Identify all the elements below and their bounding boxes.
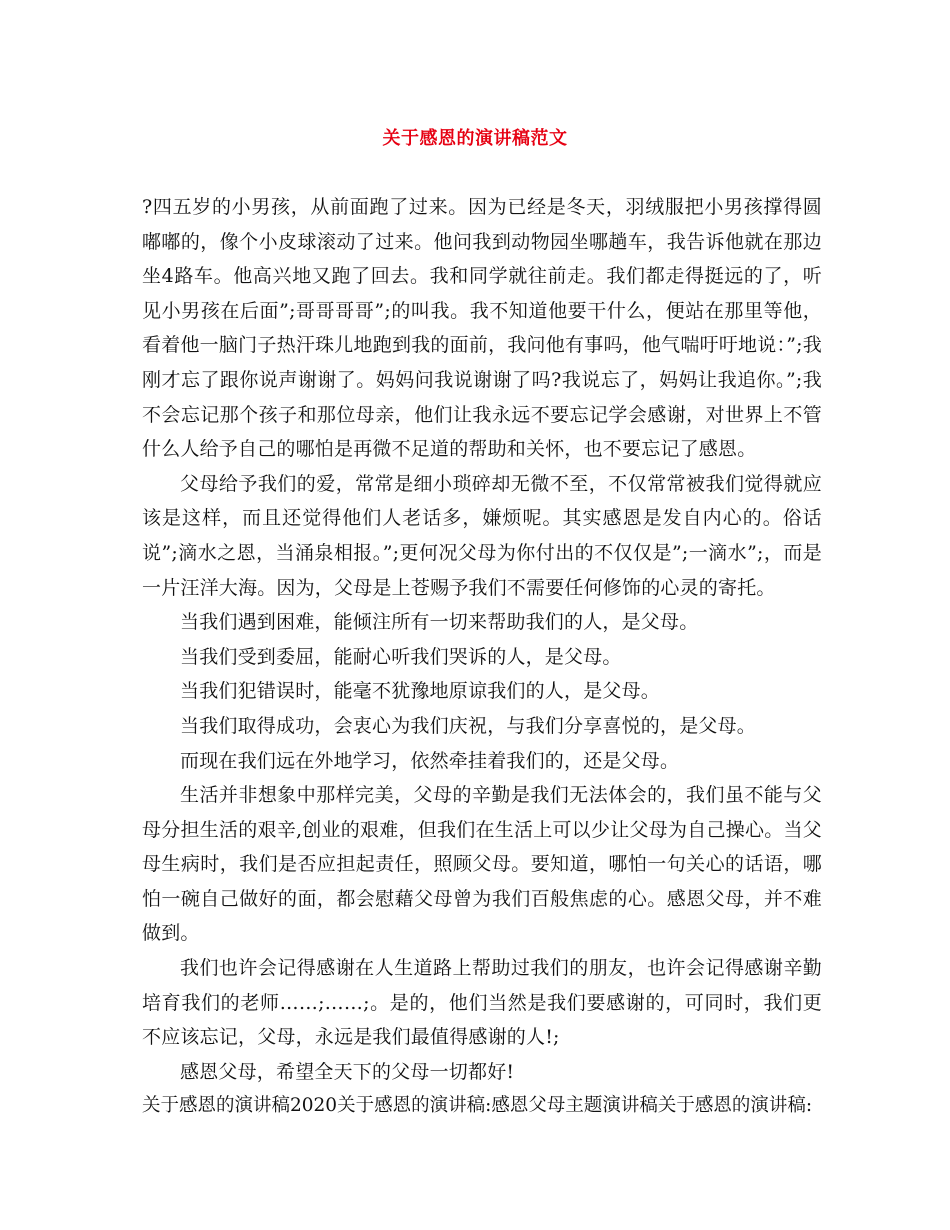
paragraph-5: 当我们犯错误时，能毫不犹豫地原谅我们的人，是父母。 — [180, 680, 661, 703]
paragraph-10: 感恩父母，希望全天下的父母一切都好! — [180, 1060, 515, 1083]
related-titles-line: 关于感恩的演讲稿2020关于感恩的演讲稿:感恩父母主题演讲稿关于感恩的演讲稿: — [142, 1095, 813, 1117]
paragraph-4: 当我们受到委屈，能耐心听我们哭诉的人，是父母。 — [180, 645, 622, 668]
document-body — [142, 190, 822, 1124]
paragraph-3: 当我们遇到困难，能倾注所有一切来帮助我们的人，是父母。 — [180, 611, 699, 634]
paragraph-9: 我们也许会记得感谢在人生道路上帮助过我们的朋友，也许会记得感谢辛勤培育我们的老师……;……;。是的，他们当然是我们要感谢的，可同时，我们更不应该忘记，父母，永远是我们最值得感谢的人!; — [142, 957, 822, 1049]
paragraph-7: 而现在我们远在外地学习，依然牵挂着我们的，还是父母。 — [180, 749, 680, 772]
document-title: 关于感恩的演讲稿范文 — [382, 128, 568, 149]
paragraph-1: ?四五岁的小男孩，从前面跑了过来。因为已经是冬天，羽绒服把小男孩撑得圆嘟嘟的，像个小皮球滚动了过来。他问我到动物园坐哪趟车，我告诉他就在那边坐4路车。他高兴地又跑了回去。我和同学就往前走。我们都走得挺远的了，听见小男孩在后面”;哥哥哥哥”;的叫我。我不知道他要干什么，便站在那里等他，看着他一脑门子热汗珠儿地跑到我的面前，我问他有事吗，他气喘吁吁地说：”;我刚才忘了跟你说声谢谢了。妈妈问我说谢谢了吗?我说忘了，妈妈让我追你。”;我不会忘记那个孩子和那位母亲，他们让我永远不要忘记学会感谢，对世界上不管什么人给予自己的哪怕是再微不足道的帮助和关怀，也不要忘记了感恩。 — [142, 196, 822, 461]
paragraph-6: 当我们取得成功，会衷心为我们庆祝，与我们分享喜悦的，是父母。 — [180, 714, 757, 737]
paragraph-2: 父母给予我们的爱，常常是细小琐碎却无微不至，不仅常常被我们觉得就应该是这样，而且还觉得他们人老话多，嫌烦呢。其实感恩是发自内心的。俗话说”;滴水之恩，当涌泉相报。”;更何况父母为你付出的不仅仅是”;一滴水”;，而是一片汪洋大海。因为，父母是上苍赐予我们不需要任何修饰的心灵的寄托。 — [142, 472, 822, 599]
paragraph-8: 生活并非想象中那样完美，父母的辛勤是我们无法体会的，我们虽不能与父母分担生活的艰辛,创业的艰难，但我们在生活上可以少让父母为自己操心。当父母生病时，我们是否应担起责任，照顾父母。要知道，哪怕一句关心的话语，哪怕一碗自己做好的面，都会慰藉父母曾为我们百般焦虑的心。感恩父母，并不难做到。 — [142, 784, 822, 945]
